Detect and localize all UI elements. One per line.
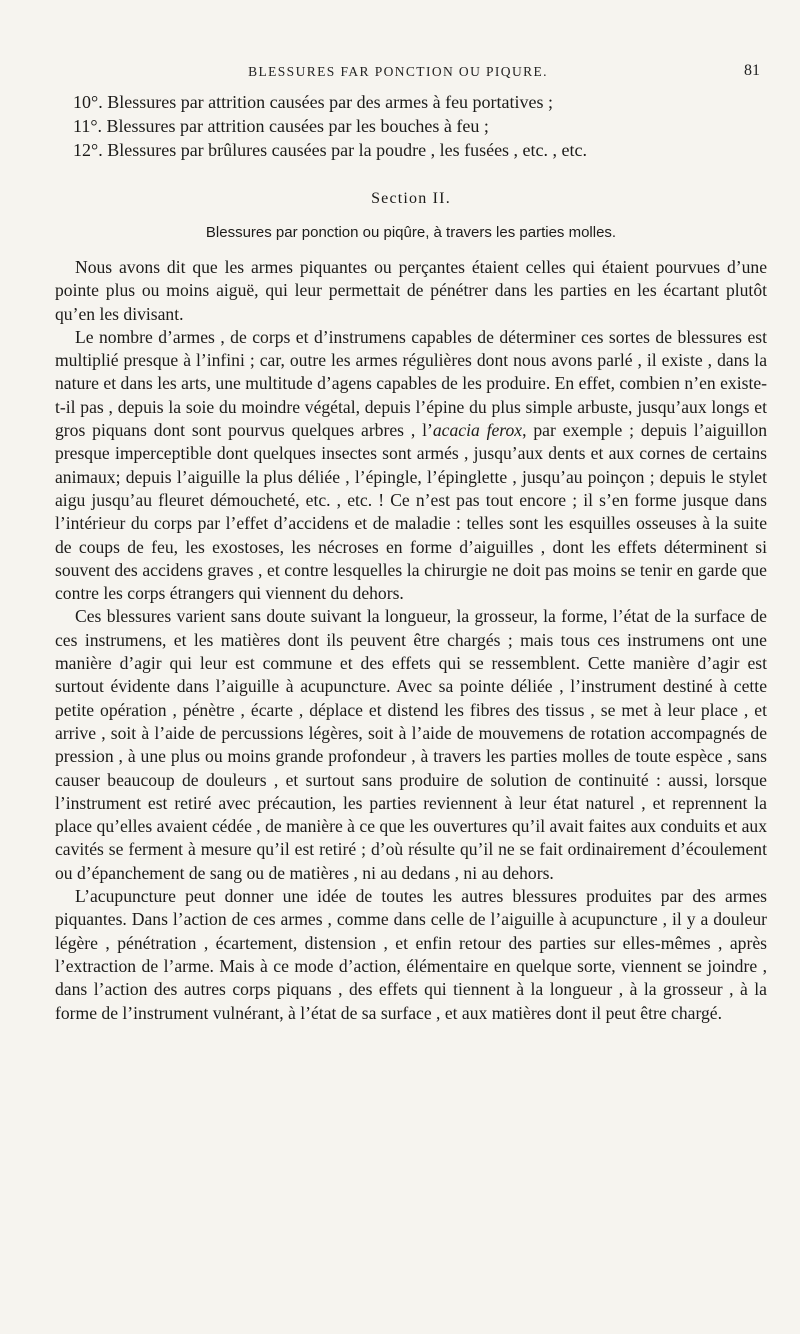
list-item-11: 11°. Blessures par attrition causées par les bouches à feu ; xyxy=(73,116,489,136)
running-head: BLESSURES FAR PONCTION OU PIQURE. xyxy=(248,64,548,79)
species-name: acacia ferox xyxy=(432,420,523,441)
list-item-10: 10°. Blessures par attrition causées par des armes à feu portatives ; xyxy=(73,92,554,112)
paragraph-2 xyxy=(55,326,767,606)
section-subheading: Blessures par ponction ou piqûre, à travers les parties molles. xyxy=(205,224,617,241)
paragraph-2-part-1: Le nombre d’armes , de corps et d’instrumens capables de déterminer ces sortes de blessures est multiplié presque à l’infini ; car, outre les armes régulières dont nous avons parlé , il existe , dans la nature et dans les arts, une multitude d’agens capables de les produire. En effet, combien n’en existe-t-il pas , depuis la soie du moindre végétal, depuis l’épine du plus simple arbuste, jusqu’aux longs et gros piquans dont sont pourvus quelques arbres , l’ xyxy=(55,326,767,441)
paragraph-1: Nous avons dit que les armes piquantes ou perçantes étaient celles qui étaient pourvues d’une pointe plus ou moins aiguë, qui leur permettait de pénétrer dans les parties en les écartant plutôt qu’en les divisant. xyxy=(55,257,767,324)
text-block xyxy=(55,90,767,1025)
page-number: 81 xyxy=(744,62,760,79)
list-item-12: 12°. Blessures par brûlures causées par la poudre , les fusées , etc. , etc. xyxy=(73,140,588,160)
paragraph-2-part-2: , par exemple ; depuis l’aiguillon presque imperceptible dont quelques insectes sont armés , jusqu’aux dents et aux cornes de certains animaux; depuis l’aiguille la plus déliée , l’épingle, l’épinglette , jusqu’au poinçon ; depuis le stylet aigu jusqu’au fleuret démoucheté, etc. , etc. ! Ce n’est pas tout encore ; il s’en forme jusque dans l’intérieur du corps par l’effet d’accidens et de maladie : telles sont les esquilles osseuses à la suite de coups de feu, les exostoses, les nécroses en forme d’aiguilles , dont les effets déterminent si souvent des accidens graves , et contre lesquelles la chirurgie ne doit pas moins se tenir en garde que contre les corps étrangers qui viennent du dehors. xyxy=(55,420,767,604)
paragraph-4: L’acupuncture peut donner une idée de toutes les autres blessures produites par des armes piquantes. Dans l’action de ces armes , comme dans celle de l’aiguille à acupuncture , il y a douleur légère , pénétration , écartement, distension , et enfin retour des parties sur elles-mêmes , après l’extraction de l’arme. Mais à ce mode d’action, élémentaire en quelque sorte, viennent se joindre , dans l’action des autres corps piquans , des effets qui tiennent à la longueur , à la grosseur , à la forme de l’instrument vulnérant, à l’état de sa surface , et aux matières dont il peut être chargé. xyxy=(55,886,767,1023)
section-heading: Section II. xyxy=(371,190,451,207)
paragraph-3: Ces blessures varient sans doute suivant la longueur, la grosseur, la forme, l’état de la surface de ces instrumens, et les matières dont ils peuvent être chargés ; mais tous ces instrumens ont une manière d’agir qui leur est commune et des effets qui se ressemblent. Cette manière d’agir est surtout évidente dans l’aiguille à acupuncture. Avec sa pointe déliée , l’instrument destiné à cette petite opération , pénètre , écarte , déplace et distend les fibres des tissus , se met à leur place , et arrive , soit à l’aide de percussions légères, soit à l’aide de mouvemens de rotation accompagnés de pression , à une plus ou moins grande profondeur , à travers les parties molles de toute espèce , sans causer beaucoup de douleurs , et surtout sans produire de solution de continuité : aussi, lorsque l’instrument est retiré avec précaution, les parties reviennent à leur état naturel , et reprennent la place qu’elles avaient cédée , de manière à ce que les ouvertures qu’il avait faites aux conduits et aux cavités se ferment à mesure qu’il est retiré ; d’où résulte qu’il ne se fait ordinairement d’écoulement ou d’épanchement de sang ou de matières , ni au dedans , ni au dehors. xyxy=(55,606,767,883)
